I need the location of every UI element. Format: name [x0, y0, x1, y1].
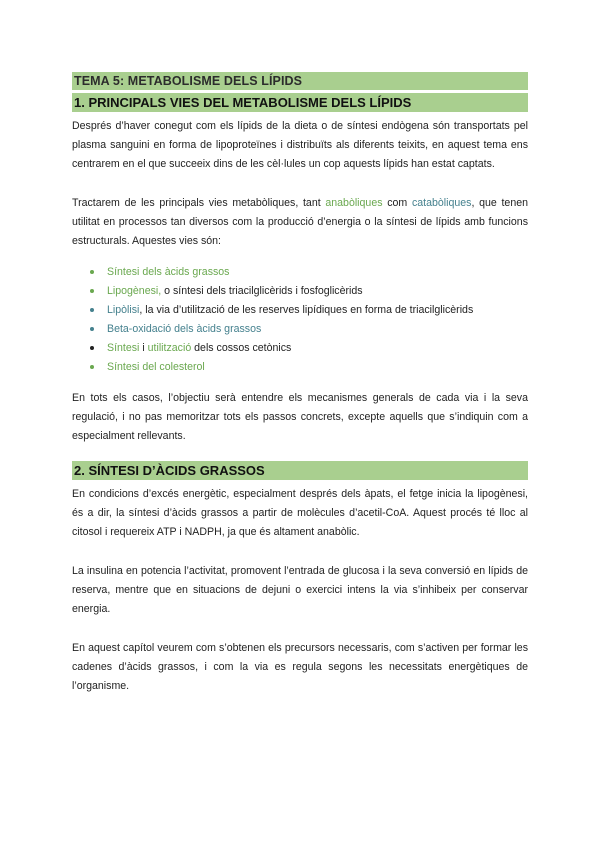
bullet-icon [90, 308, 94, 312]
list-item-text: , la via d’utilització de les reserves lipídiques en forma de triacilglicèrids [139, 304, 474, 316]
list-item-text: o síntesi dels triacilglicèrids i fosfoglicèrids [161, 285, 363, 297]
section-2-heading: 2. SÍNTESI D’ÀCIDS GRASSOS [72, 461, 528, 480]
list-item-text: Síntesi dels àcids grassos [107, 266, 230, 278]
bullet-icon [90, 365, 94, 369]
paragraph-text: com [382, 197, 412, 209]
section-2-paragraph-2: La insulina en potencia l’activitat, promovent l’entrada de glucosa i la seva conversió en lípids de reserva, mentre que en situacions de dejuni o exercici intens la via s’inhibeix per conservar energia. [72, 565, 528, 615]
paragraph-text: , que tenen utilitat en processos tan diversos com la producció d’energia o la síntesi de lípids amb funcions estructurals. Aquestes vies són: [72, 197, 528, 247]
pathways-list [72, 263, 528, 377]
list-item [90, 358, 528, 377]
section-2-paragraph-1: En condicions d’excés energètic, especialment després dels àpats, el fetge inicia la lipogènesi, és a dir, la síntesi d’àcids grassos a partir de molècules d’acetil-CoA. Aquest procés té lloc al citosol i requereix ATP i NADPH, ja que és altament anabòlic. [72, 488, 528, 538]
page-content [72, 72, 528, 696]
paragraph-text: Tractarem de les principals vies metabòliques, tant [72, 197, 326, 209]
list-item-highlight: utilització [147, 342, 192, 354]
list-item-text: i [139, 342, 148, 354]
list-item [90, 339, 528, 358]
section-1-paragraph-3: En tots els casos, l’objectiu serà entendre els mecanismes generals de cada via i la seva regulació, i no pas memoritzar tots els passos concrets, excepte aquells que s’indiquin com a especialment rellevants. [72, 392, 528, 442]
section-1-heading: 1. PRINCIPALS VIES DEL METABOLISME DELS LÍPIDS [72, 93, 528, 112]
list-item-text: dels cossos cetònics [191, 342, 292, 354]
list-item-highlight: Lipogènesi, [107, 285, 162, 297]
bullet-icon [90, 270, 94, 274]
bullet-icon [90, 289, 94, 293]
bullet-icon [90, 327, 94, 331]
list-item-text: Síntesi del colesterol [107, 361, 205, 373]
section-1-paragraph-2 [72, 194, 528, 251]
list-item [90, 301, 528, 320]
list-item-highlight: Lipòlisi [107, 304, 140, 316]
list-item-highlight: Síntesi [107, 342, 140, 354]
catabolic-term: catabòliques [411, 197, 472, 209]
list-item-text: Beta-oxidació dels àcids grassos [107, 323, 262, 335]
section-1-paragraph-1: Després d’haver conegut com els lípids de la dieta o de síntesi endògena són transportats pel plasma sanguini en forma de lipoproteïnes i distribuïts als diferents teixits, en aquest tema ens centrarem en el que succeeix dins de les cèl·lules un cop aquests lípids han estat captats. [72, 120, 528, 170]
list-item [90, 263, 528, 282]
list-item [90, 320, 528, 339]
list-item [90, 282, 528, 301]
section-2-paragraph-3: En aquest capítol veurem com s’obtenen els precursors necessaris, com s’activen per formar les cadenes d’àcids grassos, i com la via es regula segons les necessitats energètiques de l’organisme. [72, 642, 528, 692]
bullet-icon [90, 346, 94, 350]
document-title: TEMA 5: METABOLISME DELS LÍPIDS [72, 72, 528, 90]
anabolic-term: anabòliques [325, 197, 383, 209]
